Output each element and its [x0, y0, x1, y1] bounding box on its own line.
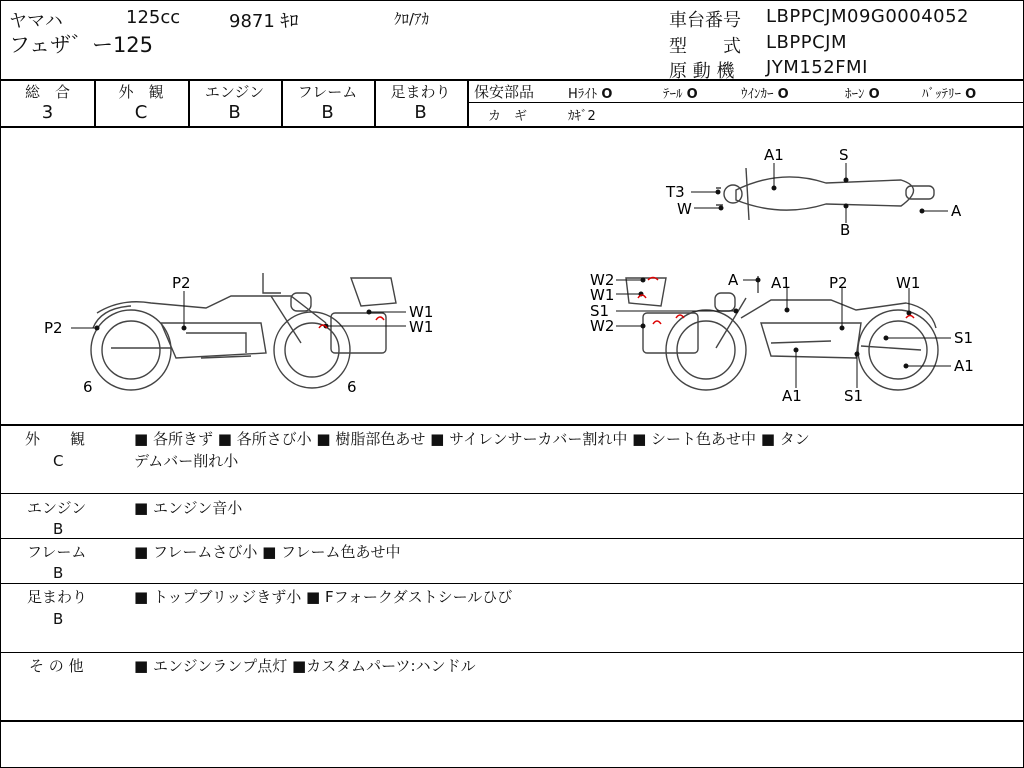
safety-horn: ﾎｰﾝ O [845, 87, 880, 102]
section-engine-label: エンジン [27, 499, 87, 517]
damage-point [719, 206, 724, 211]
divider [1, 538, 1023, 539]
frame-no: LBPPCJM09G0004052 [766, 6, 970, 27]
label-p2: P2 [44, 319, 63, 337]
damage-point [884, 336, 889, 341]
grade-engine-value: B [228, 102, 241, 123]
label-w2: W2 [590, 271, 615, 289]
section-frame-label: フレーム [27, 543, 87, 561]
engine-code: JYM152FMI [766, 57, 868, 78]
grade-frame-value: B [321, 102, 334, 123]
section-frame-grade: B [53, 564, 64, 582]
damage-point [840, 326, 845, 331]
label-t3: T3 [666, 183, 685, 201]
damage-point [920, 209, 925, 214]
damage-point [716, 190, 721, 195]
label-a1: A1 [771, 274, 791, 292]
section-engine-grade: B [53, 520, 64, 538]
damage-mark [319, 325, 327, 328]
damage-point [367, 310, 372, 315]
label-p2: P2 [829, 274, 848, 292]
section-exterior-text-cont: デムバー削れ小 [134, 452, 239, 470]
damage-point [95, 326, 100, 331]
divider [1, 424, 1023, 426]
damage-point [756, 278, 761, 283]
grade-engine-label: エンジン [204, 83, 265, 101]
section-exterior-grade: C [53, 452, 64, 470]
label-a: A [951, 202, 962, 220]
headlight-ok-mark: O [601, 87, 613, 102]
divider [1, 583, 1023, 584]
damage-point [844, 178, 849, 183]
model-code: LBPPCJM [766, 32, 847, 53]
label-w2: W2 [590, 317, 615, 335]
section-frame-text: ■ フレームさび小 ■ フレーム色あせ中 [134, 543, 401, 561]
label-s1: S1 [954, 329, 974, 347]
damage-point [855, 352, 860, 357]
grade-suspension-label: 足まわり [390, 83, 451, 101]
label-6: 6 [83, 378, 93, 396]
section-engine-text: ■ エンジン音小 [134, 499, 243, 517]
label-s1: S1 [590, 302, 610, 320]
mileage: 9871 ｷﾛ [229, 11, 299, 32]
grade-exterior-value: C [134, 102, 148, 123]
displacement: 125cc [126, 7, 181, 28]
grade-exterior-label: 外 観 [118, 83, 164, 101]
motorcycle-right-side-icon [626, 276, 938, 390]
divider [1, 493, 1023, 494]
label-a: A [728, 271, 739, 289]
label-w: W [677, 200, 692, 218]
damage-point [772, 186, 777, 191]
divider [1, 720, 1023, 722]
tail-ok-mark: O [686, 87, 698, 102]
label-w1: W1 [590, 286, 615, 304]
label-p2: P2 [172, 274, 191, 292]
damage-mark [376, 317, 384, 320]
horn-ok-mark: O [868, 87, 880, 102]
model-name: フェザ゛ー125 [9, 33, 154, 57]
engine-code-label: 原 動 機 [669, 61, 735, 82]
damage-point [794, 348, 799, 353]
key-value: ｶｷﾞ2 [568, 109, 596, 124]
divider [469, 102, 1023, 103]
model-code-label: 型 式 [669, 36, 741, 57]
label-a1: A1 [782, 387, 802, 405]
label-w1: W1 [896, 274, 921, 292]
label-s: S [839, 146, 849, 164]
battery-ok-mark: O [965, 87, 977, 102]
label-a1: A1 [764, 146, 784, 164]
section-other-text: ■ エンジンランプ点灯 ■カスタムパーツ:ハンドル [134, 657, 476, 675]
safety-title: 保安部品 [474, 83, 535, 101]
key-label: カ ギ [488, 109, 528, 124]
frame-no-label: 車台番号 [669, 10, 741, 31]
motorcycle-top-view-icon [716, 168, 934, 220]
label-6: 6 [347, 378, 357, 396]
damage-point [907, 311, 912, 316]
damage-point [904, 364, 909, 369]
section-exterior-label: 外 観 [25, 430, 86, 448]
safety-battery: ﾊﾞｯﾃﾘｰ O [922, 87, 977, 102]
label-b: B [840, 221, 851, 239]
section-suspension-label: 足まわり [27, 588, 88, 606]
section-suspension-grade: B [53, 610, 64, 628]
label-w1: W1 [409, 318, 434, 336]
section-other-label: そ の 他 [29, 657, 84, 675]
section-suspension-text: ■ トップブリッジきず小 ■ Fフォークダストシールひび [134, 588, 513, 606]
safety-winker: ｳｲﾝｶｰ O [741, 87, 789, 102]
safety-headlight: Hﾗｲﾄ O [568, 87, 613, 102]
label-a1: A1 [954, 357, 974, 375]
divider [1, 652, 1023, 653]
damage-point [734, 309, 739, 314]
grade-total-label: 総 合 [24, 83, 70, 101]
label-s1: S1 [844, 387, 864, 405]
damage-point [844, 204, 849, 209]
motorcycle-left-side-icon [91, 273, 396, 390]
color: ｸﾛ/ｱｶ [394, 10, 430, 28]
maker: ヤマハ [9, 11, 63, 32]
grade-total-value: 3 [41, 102, 54, 123]
winker-ok-mark: O [777, 87, 789, 102]
grade-suspension-value: B [414, 102, 427, 123]
damage-point [785, 308, 790, 313]
grade-frame-label: フレーム [297, 83, 358, 101]
damage-point [641, 278, 646, 283]
safety-tail: ﾃｰﾙ O [663, 87, 698, 102]
damage-point [641, 324, 646, 329]
damage-point [182, 326, 187, 331]
damage-diagram [1, 128, 1023, 423]
label-w1: W1 [409, 303, 434, 321]
section-exterior-text: ■ 各所きず ■ 各所さび小 ■ 樹脂部色あせ ■ サイレンサーカバー割れ中 ■ シート色あせ中 ■ タン [134, 430, 810, 448]
